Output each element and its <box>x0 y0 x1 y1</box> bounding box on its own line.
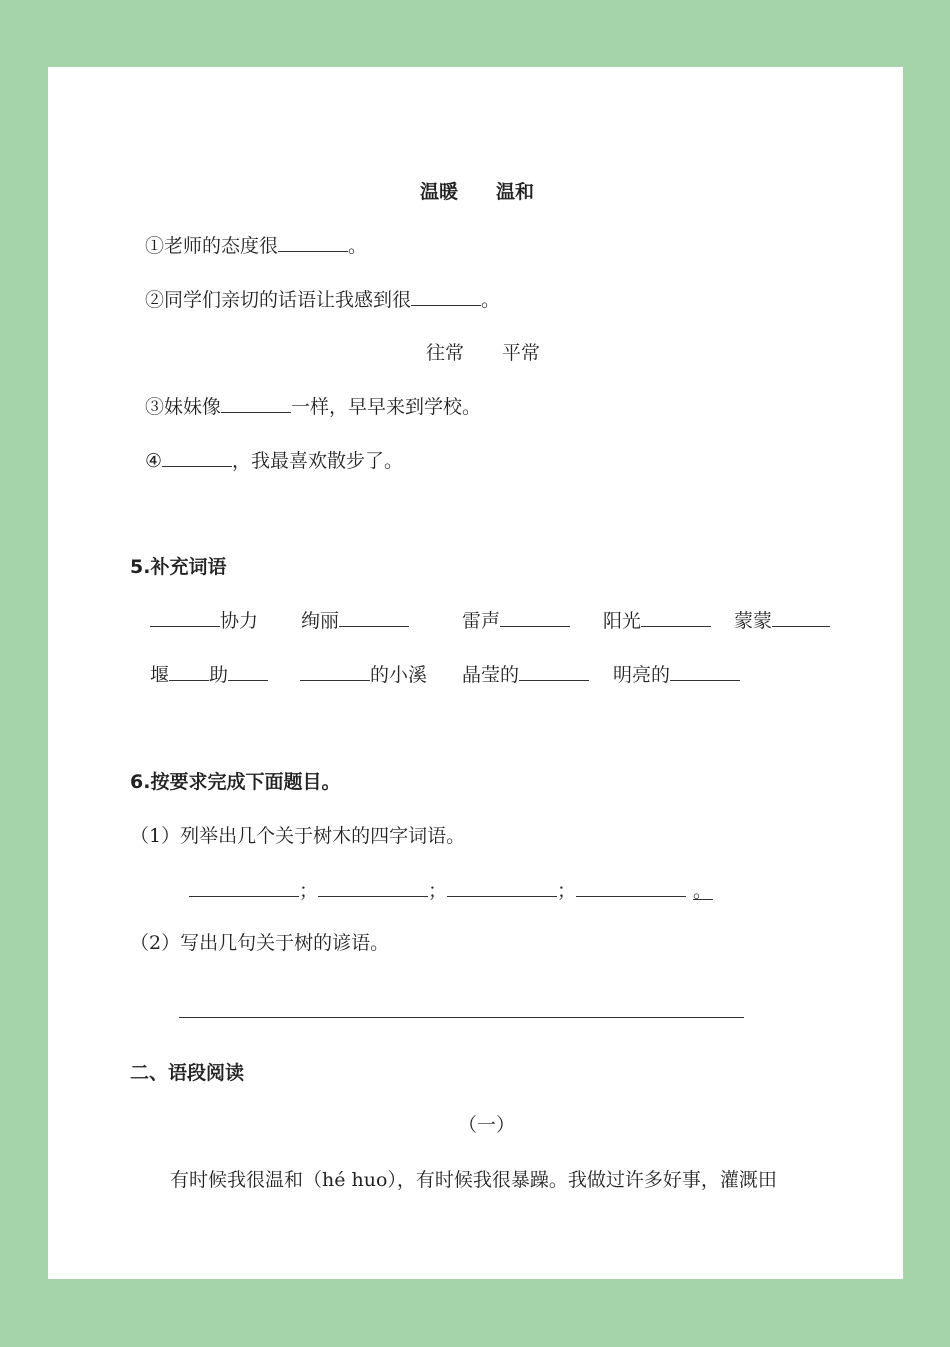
answer-blank[interactable] <box>189 882 299 897</box>
passage-text: 有时候我很温和（hé huo），有时候我很暴躁。我做过许多好事，灌溉田 <box>170 1169 777 1191</box>
answer-blank[interactable] <box>772 612 830 627</box>
word-item: 蒙蒙 <box>734 610 773 632</box>
word-fill-item <box>613 663 740 687</box>
answer-blank[interactable] <box>447 882 557 897</box>
row-end: 。 <box>693 880 713 902</box>
question-2 <box>145 288 500 312</box>
section-6-title: 6.按要求完成下面题目。 <box>130 771 341 793</box>
question-2-text: ②同学们亲切的话语让我感到很 <box>145 289 412 311</box>
answer-blank[interactable] <box>576 882 686 897</box>
word-fill-item <box>603 609 711 633</box>
proverb-answer-line[interactable] <box>179 1017 744 1018</box>
section-5-title: 5.补充词语 <box>130 556 227 578</box>
word-item: 的小溪 <box>370 664 428 686</box>
question-1 <box>145 234 367 258</box>
question-1-end: 。 <box>348 235 368 257</box>
question-4-end: ，我最喜欢散步了。 <box>232 450 404 472</box>
question-3-text: ③妹妹像 <box>145 396 222 418</box>
worksheet-page <box>48 67 903 1279</box>
word-item: 绚丽 <box>301 610 340 632</box>
word-item: 阳光 <box>603 610 642 632</box>
question-2-end: 。 <box>481 289 501 311</box>
idiom-answer-row <box>189 879 686 903</box>
separator: ； <box>299 880 319 902</box>
word-item: 助 <box>209 664 229 686</box>
word-fill-item <box>462 663 589 687</box>
answer-blank[interactable] <box>339 612 409 627</box>
question-4-text: ④ <box>145 450 163 472</box>
word-item: 堰 <box>150 664 170 686</box>
word-item: 协力 <box>220 610 259 632</box>
answer-blank[interactable] <box>318 882 428 897</box>
word-item: 明亮的 <box>613 664 671 686</box>
passage-number: （一） <box>458 1114 516 1136</box>
question-3-end: 一样，早早来到学校。 <box>291 396 482 418</box>
separator: ； <box>428 880 448 902</box>
section-6-question-2: （2）写出几句关于树的谚语。 <box>130 932 390 954</box>
answer-blank[interactable] <box>519 666 589 681</box>
answer-blank[interactable] <box>221 398 291 413</box>
answer-blank[interactable] <box>162 452 232 467</box>
word-fill-item <box>462 609 570 633</box>
section-6-question-1: （1）列举出几个关于树木的四字词语。 <box>130 825 466 847</box>
answer-blank[interactable] <box>411 291 481 306</box>
word-pair-1: 温暖 温和 <box>420 181 535 203</box>
answer-blank[interactable] <box>500 612 570 627</box>
question-4 <box>145 449 403 473</box>
part-2-title: 二、语段阅读 <box>130 1062 245 1084</box>
word-fill-item <box>300 663 427 687</box>
word-fill-item <box>734 609 830 633</box>
word-fill-row-1 <box>150 609 258 633</box>
word-item: 雷声 <box>462 610 501 632</box>
answer-blank[interactable] <box>278 237 348 252</box>
answer-blank[interactable] <box>228 666 268 681</box>
word-fill-item <box>150 663 268 687</box>
word-pair-2: 往常 平常 <box>426 342 541 364</box>
answer-blank[interactable] <box>670 666 740 681</box>
word-fill-item <box>301 609 409 633</box>
answer-blank[interactable] <box>169 666 209 681</box>
separator: ； <box>557 880 577 902</box>
question-1-text: ①老师的态度很 <box>145 235 279 257</box>
answer-blank[interactable] <box>300 666 370 681</box>
answer-blank[interactable] <box>641 612 711 627</box>
question-3 <box>145 395 481 419</box>
underline <box>693 899 713 900</box>
answer-blank[interactable] <box>150 612 220 627</box>
word-item: 晶莹的 <box>462 664 520 686</box>
